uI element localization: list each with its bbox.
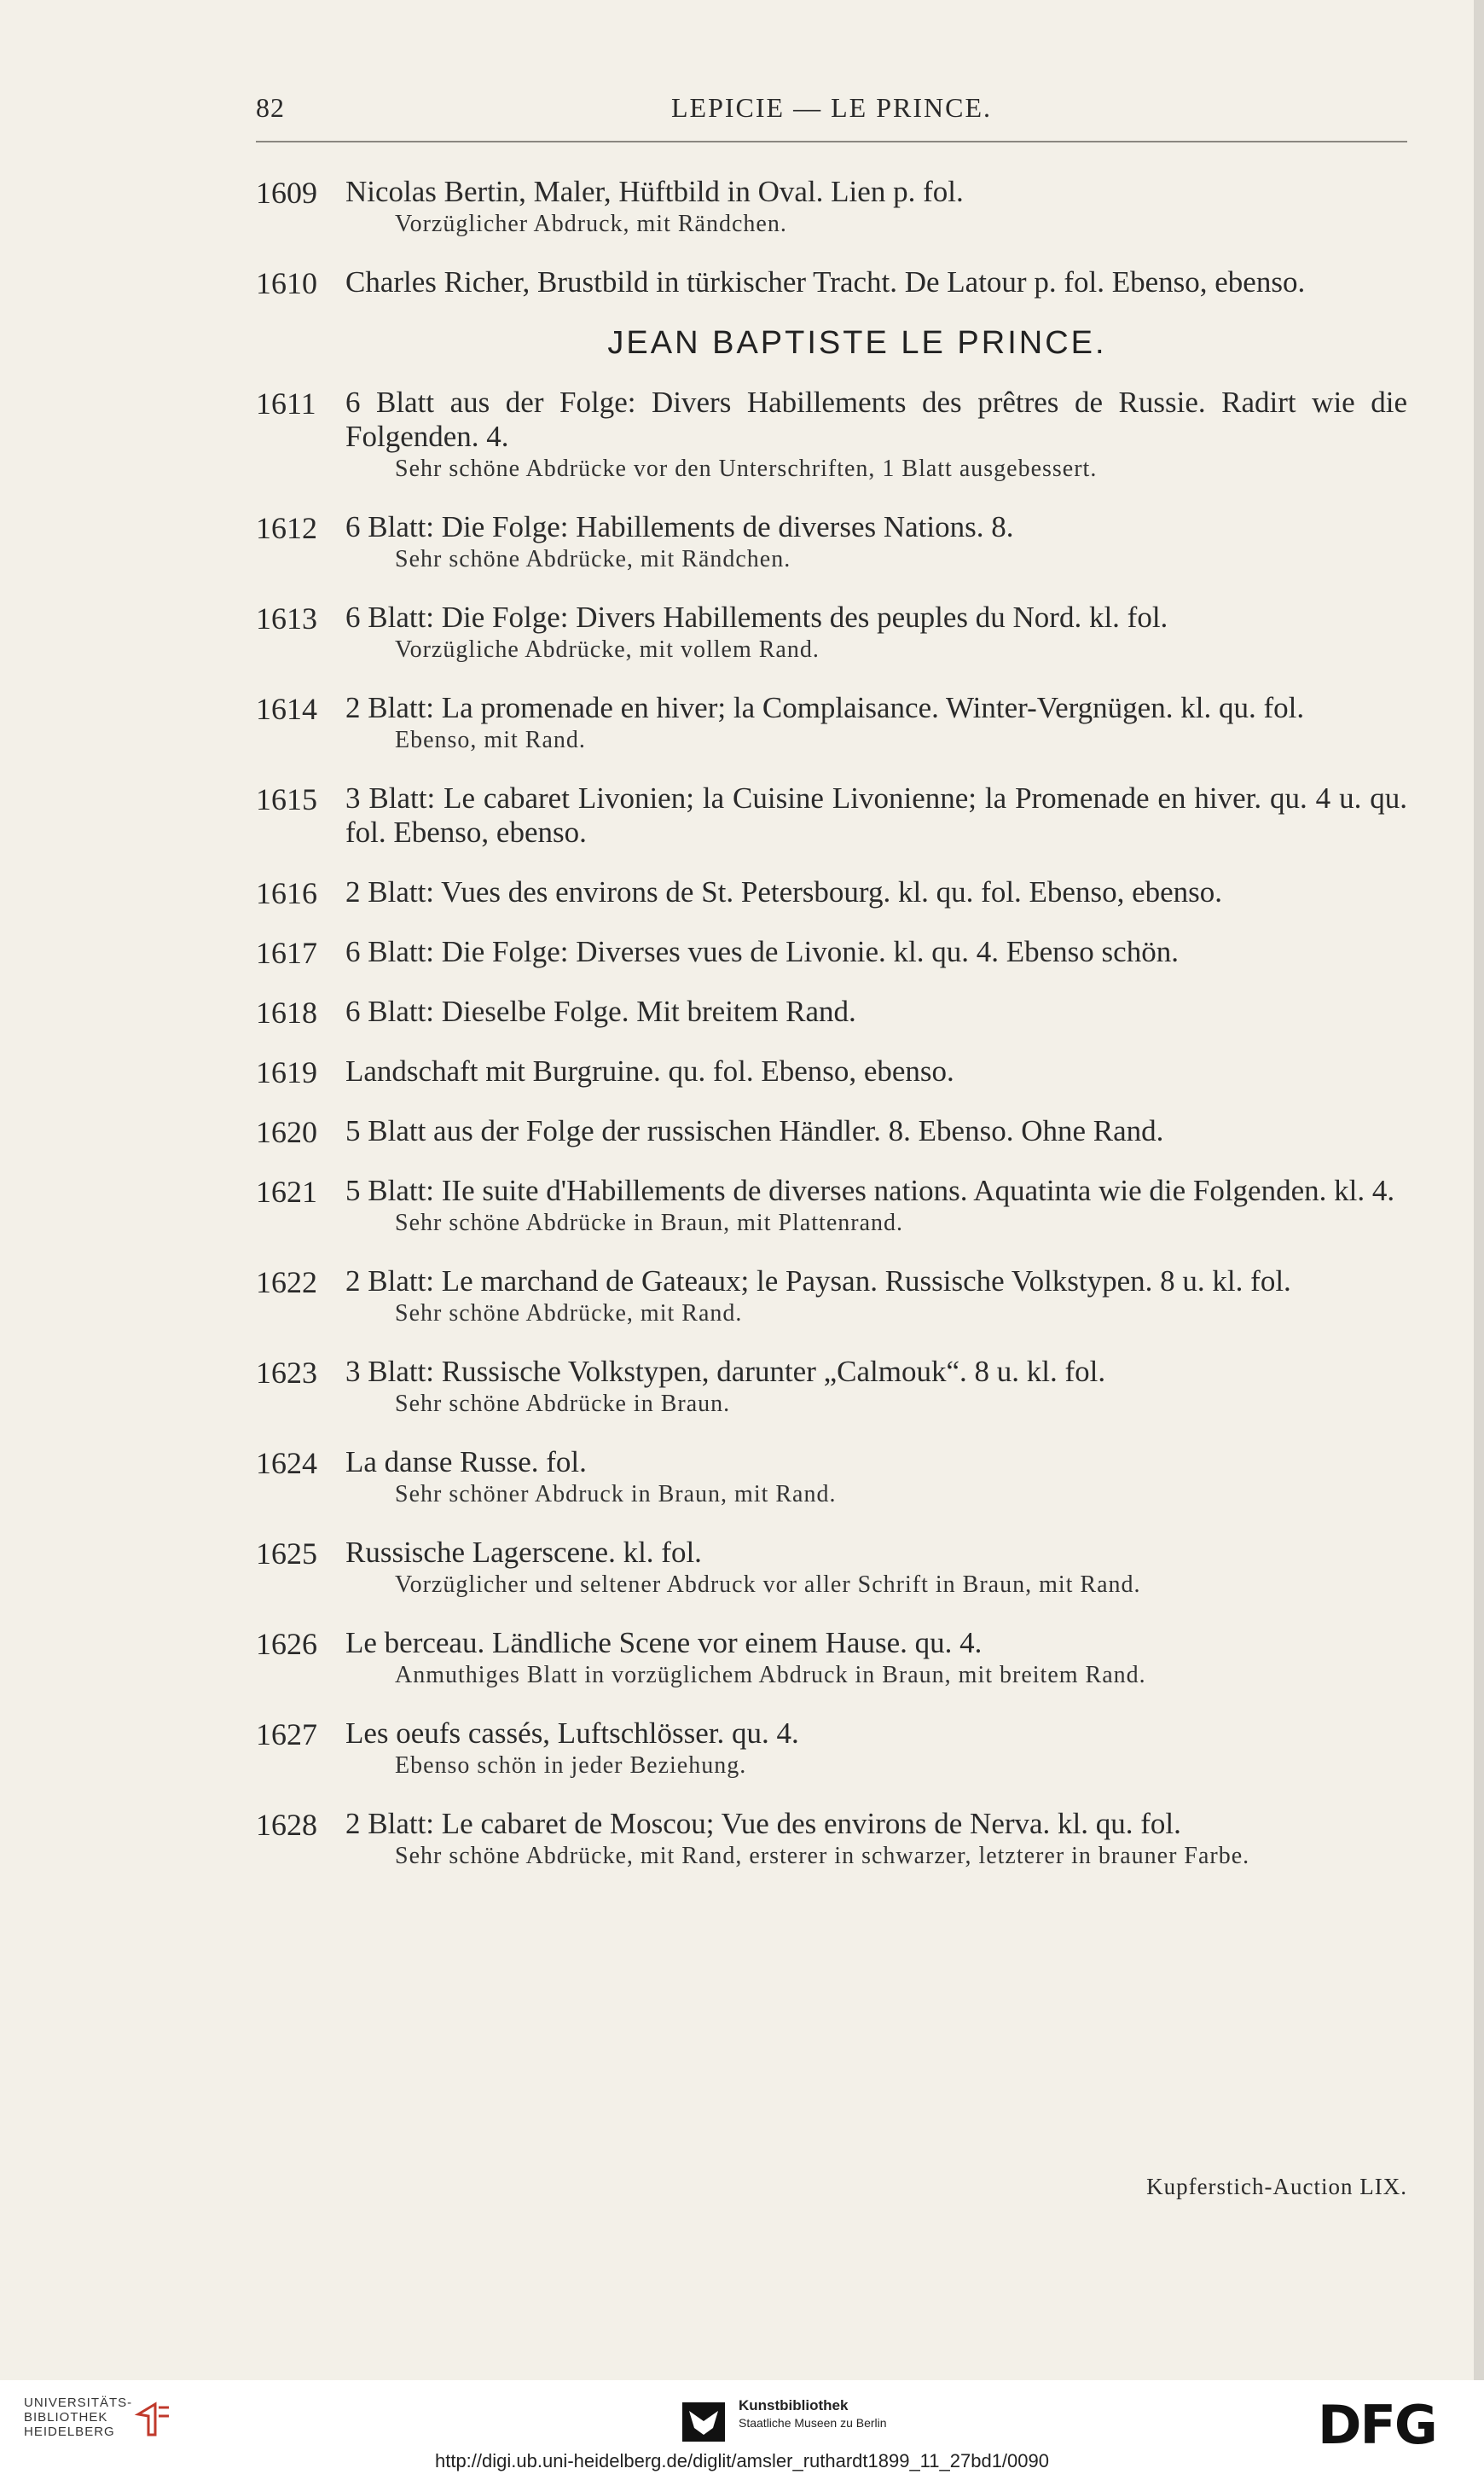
entry-note: Vorzüglicher Abdruck, mit Rändchen. [395,211,787,237]
entries-list [256,386,1407,1872]
catalogue-entry [256,1174,1407,1239]
entry-title: 2 Blatt: Le cabaret de Moscou; Vue des environs de Nerva. kl. qu. fol. [345,1807,1181,1840]
entries-before-list [256,175,1407,299]
entry-number: 1621 [256,1175,317,1209]
entry-note: Sehr schöne Abdrücke, mit Rand. [395,1300,743,1327]
entry-title: 6 Blatt aus der Folge: Divers Habillements des prêtres de Russie. Radirt wie die Folgenden. 4. [345,386,1407,453]
catalogue-entry [256,386,1407,485]
heidelberg-mark-icon [133,2399,174,2440]
entry-number: 1612 [256,511,317,545]
entry-title: Les oeufs cassés, Luftschlösser. qu. 4. [345,1716,799,1750]
catalogue-entry [256,1716,1407,1781]
catalogue-entry [256,175,1407,240]
entry-number: 1628 [256,1808,317,1842]
entry-note: Vorzüglicher und seltener Abdruck vor aller Schrift in Braun, mit Rand. [395,1571,1141,1598]
entry-note: Anmuthiges Blatt in vorzüglichem Abdruck in Braun, mit breitem Rand. [395,1662,1146,1688]
entry-note: Sehr schöne Abdrücke, mit Rand, ersterer in schwarzer, letzterer in brauner Farbe. [395,1843,1250,1869]
catalogue-entry [256,781,1407,850]
catalogue-entry [256,265,1407,299]
header-rule [256,141,1407,142]
catalogue-entry [256,1355,1407,1420]
entry-number: 1625 [256,1536,317,1571]
heidelberg-logo[interactable] [24,2396,132,2439]
kunstbibliothek-subtitle: Staatliche Museen zu Berlin [739,2416,887,2430]
entry-number: 1613 [256,601,317,636]
entry-note: Sehr schöner Abdruck in Braun, mit Rand. [395,1481,837,1507]
entry-note: Sehr schöne Abdrücke in Braun. [395,1391,731,1417]
entry-number: 1615 [256,782,317,816]
entry-title: 3 Blatt: Russische Volkstypen, darunter „Calmouk“. 8 u. kl. fol. [345,1355,1106,1388]
entry-number: 1623 [256,1356,317,1390]
entry-title: Landschaft mit Burgruine. qu. fol. Ebenso, ebenso. [345,1054,954,1088]
catalogue-entry [256,1114,1407,1148]
entry-number: 1609 [256,176,317,210]
catalogue-entry [256,875,1407,909]
entry-number: 1626 [256,1627,317,1661]
entry-title: 2 Blatt: Le marchand de Gateaux; le Paysan. Russische Volkstypen. 8 u. kl. fol. [345,1264,1291,1298]
eagle-icon [682,2402,725,2442]
catalogue-content [256,175,1407,1897]
entry-note: Ebenso schön in jeder Beziehung. [395,1752,747,1779]
catalogue-entry [256,995,1407,1029]
entry-note: Ebenso, mit Rand. [395,727,586,753]
logo-line-3: HEIDELBERG [24,2425,115,2439]
page-edge-shadow [1474,0,1484,2380]
entry-number: 1618 [256,996,317,1030]
catalogue-entry [256,935,1407,969]
source-url[interactable]: http://digi.ub.uni-heidelberg.de/diglit/amsler_ruthardt1899_11_27bd1/0090 [434,2450,1049,2471]
logo-line-2: BIBLIOTHEK [24,2410,108,2425]
entry-number: 1616 [256,876,317,910]
entry-note: Sehr schöne Abdrücke vor den Unterschriften, 1 Blatt ausgebessert. [395,456,1098,482]
entry-number: 1617 [256,936,317,970]
entry-number: 1622 [256,1265,317,1299]
catalogue-entry [256,601,1407,665]
entry-number: 1627 [256,1717,317,1751]
entry-number: 1611 [256,386,316,421]
entry-title: Russische Lagerscene. kl. fol. [345,1536,702,1569]
entry-title: 5 Blatt: IIe suite d'Habillements de diverses nations. Aquatinta wie die Folgenden. kl. 4. [345,1174,1395,1207]
catalogue-entry [256,1264,1407,1329]
catalogue-entry [256,510,1407,575]
signature-line: Kupferstich-Auction LIX. [1146,2174,1407,2199]
entry-number: 1610 [256,266,317,300]
section-title: JEAN BAPTISTE LE PRINCE. [607,325,1107,361]
entry-title: La danse Russe. fol. [345,1445,587,1478]
entry-note: Vorzügliche Abdrücke, mit vollem Rand. [395,636,820,663]
entry-number: 1624 [256,1446,317,1480]
entry-title: Nicolas Bertin, Maler, Hüftbild in Oval. Lien p. fol. [345,175,964,208]
running-header [256,92,1407,135]
dfg-logo[interactable]: DFG [1318,2394,1436,2456]
entry-note: Sehr schöne Abdrücke in Braun, mit Plattenrand. [395,1210,903,1236]
entry-title: 6 Blatt: Dieselbe Folge. Mit breitem Rand. [345,995,856,1028]
entry-number: 1619 [256,1055,317,1089]
catalogue-entry [256,1054,1407,1089]
catalogue-entry [256,1536,1407,1600]
catalogue-entry [256,1445,1407,1510]
entry-title: 5 Blatt aus der Folge der russischen Händler. 8. Ebenso. Ohne Rand. [345,1114,1164,1147]
entry-title: 6 Blatt: Die Folge: Habillements de diverses Nations. 8. [345,510,1014,543]
page-number: 82 [256,92,285,123]
entry-number: 1620 [256,1115,317,1149]
entry-title: Charles Richer, Brustbild in türkischer Tracht. De Latour p. fol. Ebenso, ebenso. [345,265,1306,299]
entry-number: 1614 [256,692,317,726]
catalogue-entry [256,1807,1407,1872]
kunstbibliothek-title: Kunstbibliothek [739,2397,849,2413]
catalogue-entry [256,691,1407,756]
entry-note: Sehr schöne Abdrücke, mit Rändchen. [395,546,791,572]
entry-title: 2 Blatt: La promenade en hiver; la Complaisance. Winter-Vergnügen. kl. qu. fol. [345,691,1305,724]
header-title: LEPICIE — LE PRINCE. [671,92,992,123]
entry-title: 6 Blatt: Die Folge: Diverses vues de Livonie. kl. qu. 4. Ebenso schön. [345,935,1179,968]
entry-title: Le berceau. Ländliche Scene vor einem Hause. qu. 4. [345,1626,983,1659]
logo-line-1: UNIVERSITÄTS- [24,2396,133,2410]
entry-title: 6 Blatt: Die Folge: Divers Habillements des peuples du Nord. kl. fol. [345,601,1168,634]
catalogue-entry [256,1626,1407,1691]
entry-title: 2 Blatt: Vues des environs de St. Petersbourg. kl. qu. fol. Ebenso, ebenso. [345,875,1223,909]
entry-title: 3 Blatt: Le cabaret Livonien; la Cuisine Livonienne; la Promenade en hiver. qu. 4 u. qu. fol. Ebenso, ebenso. [345,781,1407,849]
